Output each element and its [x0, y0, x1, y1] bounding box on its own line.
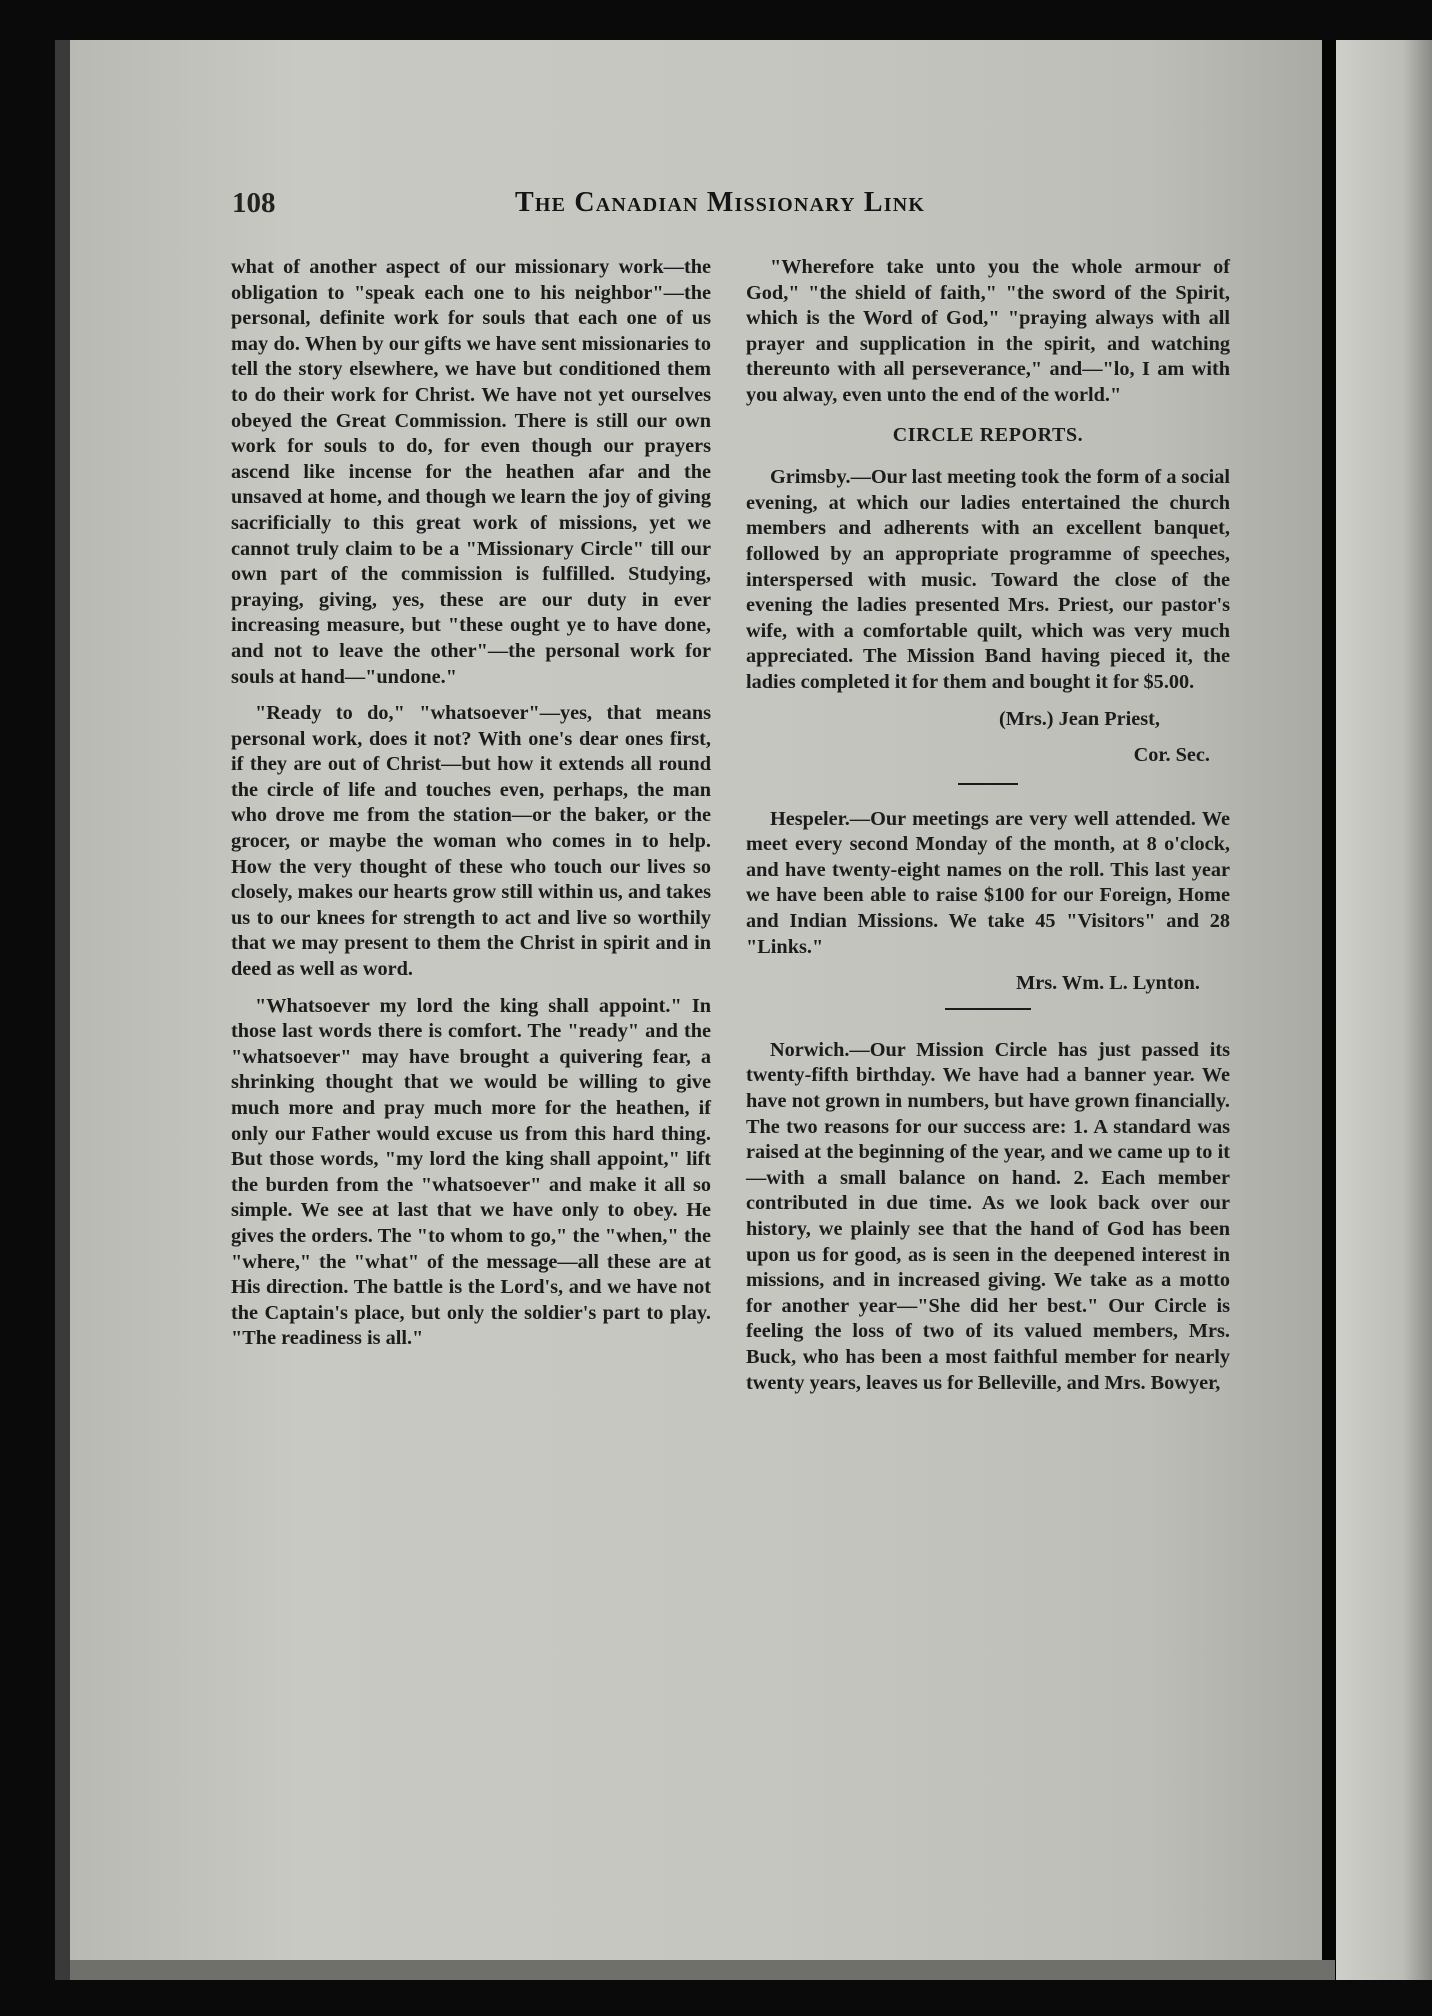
page-number: 108: [232, 187, 276, 219]
report-grimsby: Grimsby.—Our last meeting took the form of a social evening, at which our ladies entertained the church members and adherents with an excellent banquet, followed by an appropriate programme of speeches, interspersed with music. Toward the close of the evening the ladies presented Mrs. Priest, our pastor's wife, with a comfortable quilt, which was very much appreciated. The Mission Band having pieced it, the ladies completed it for them and bought it for $5.00.: [746, 466, 1230, 693]
page-bottom-edge: [70, 1960, 1335, 1980]
running-title: The Canadian Missionary Link: [515, 187, 926, 218]
report-norwich: Norwich.—Our Mission Circle has just passed its twenty-fifth birthday. We have had a banner year. We have not grown in numbers, but have grown financially. The two reasons for our success are: 1. A standard was raised at the beginning of the year, and we came up to it—with a small balance on hand. 2. Each member contributed in due time. As we look back over our history, we plainly see that the hand of God has been upon us for good, as is seen in the deepened interest in missions, and in increased giving. We take as a motto for another year—"She did her best." Our Circle is feeling the loss of two of its valued members, Mrs. Buck, who has been a most faithful member for nearly twenty years, leaves us for Belleville, and Mrs. Bowyer,: [746, 1038, 1230, 1394]
page-gutter: [1322, 40, 1336, 1980]
section-divider: [945, 1008, 1031, 1010]
left-column: [231, 255, 711, 1363]
report-signature: Mrs. Wm. L. Lynton.: [1016, 972, 1200, 995]
article-paragraph: "Whatsoever my lord the king shall appoint." In those last words there is comfort. The "ready" and the "whatsoever" may have brought a quivering fear, a shrinking thought that we would be willing to give much more and pray much more for the heathen, if only our Father would excuse us from this hard thing. But those words, "my lord the king shall appoint," lift the burden from the "whatsoever" and make it all so simple. We see at last that we have only to obey. He gives the orders. The "to whom to go," the "when," the "where," the "what" of the message—all these are at His direction. The battle is the Lord's, and we have not the Captain's place, but only the soldier's part to play. "The readiness is all.": [231, 994, 711, 1350]
article-paragraph: what of another aspect of our missionary work—the obligation to "speak each one to his neighbor"—the personal, definite work for souls that each one of us may do. When by our gifts we have sent missionaries to tell the story elsewhere, we have but conditioned them to do their work for Christ. We have not yet ourselves obeyed the Great Commission. There is still our own work for souls to do, for even though our prayers ascend like incense for the heathen afar and the unsaved at home, and though we learn the joy of giving sacrificially to this great work of missions, yet we cannot truly claim to be a "Missionary Circle" till our own part of the commission is fulfilled. Studying, praying, giving, yes, these are our duty in ever increasing measure, but "these ought ye to have done, and not to leave the other"—the personal work for souls at hand—"undone.": [231, 256, 711, 688]
section-divider: [958, 783, 1018, 785]
page-header: [232, 187, 1232, 227]
report-signature: (Mrs.) Jean Priest,: [998, 707, 1160, 730]
section-heading: CIRCLE REPORTS.: [892, 423, 1084, 446]
article-paragraph: "Ready to do," "whatsoever"—yes, that means personal work, does it not? With one's dear ones first, if they are out of Christ—but how it extends all round the circle of life and touches even, perhaps, the man who drove me from the station—or the baker, or the grocer, or maybe the woman who comes in to help. How the very thought of these who touch our lives so closely, makes our hearts grow still within us, and takes us to our knees for strength to act and live so worthily that we may present to them the Christ in spirit and in deed as well as word.: [231, 702, 711, 981]
scripture-paragraph: "Wherefore take unto you the whole armour of God," "the shield of faith," "the sword of the Spirit, which is the Word of God," "praying always with all prayer and supplication in the spirit, and watching thereunto with all perseverance," and—"lo, I am with you alway, even unto the end of the world.": [746, 256, 1230, 406]
facing-page-edge: [1336, 40, 1432, 1980]
report-hespeler: Hespeler.—Our meetings are very well attended. We meet every second Monday of the month, at 8 o'clock, and have twenty-eight names on the roll. This last year we have been able to raise $100 for our Foreign, Home and Indian Missions. We take 45 "Visitors" and 28 "Links.": [746, 807, 1230, 958]
right-column: [746, 255, 1230, 1407]
report-signature-title: Cor. Sec.: [1133, 744, 1210, 767]
